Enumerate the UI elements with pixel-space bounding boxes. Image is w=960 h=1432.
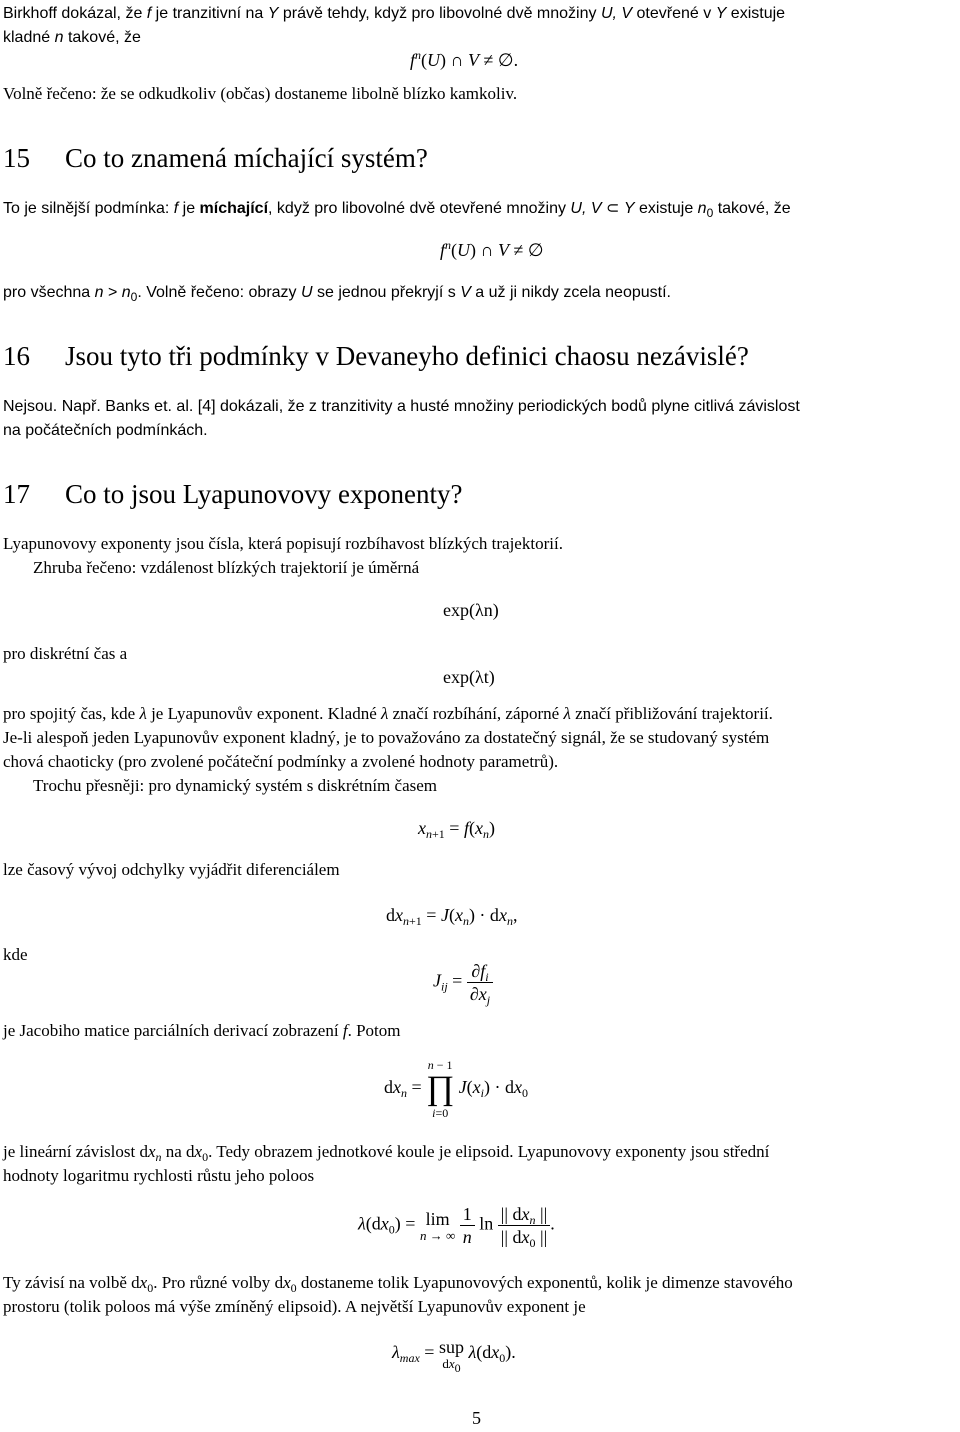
differential-intro-text: lze časový vývoj odchylky vyjádřit diferenciálem — [3, 860, 340, 879]
dependence-text-2: prostoru (tolik poloos má výše zmíněný elipsoid). A největší Lyapunovův exponent je — [3, 1297, 586, 1316]
section-15-number: 15 — [3, 143, 30, 173]
equation-differential: $dx_{n+1} = J(x_n) \cdot dx_n$, — [386, 905, 518, 928]
section-17-title: Co to jsou Lyapunovovy exponenty? — [65, 479, 463, 509]
section-15-para-2: pro všechna $n > n_0$. Volně řečeno: obrazy U se jednou překryjí s V a už ji nikdy zcela neopustí. — [3, 284, 671, 304]
section-16-para-1: Nejsou. Např. Banks et. al. [4] dokázali, že z tranzitivity a husté množiny periodických bodů plyne citlivá závislost — [3, 398, 800, 415]
linear-dependence-text: je lineární závislost $dx_n$ na $dx_0$. Tedy obrazem jednotkové koule je elipsoid. Lyapunovovy exponenty jsou střední — [3, 1142, 770, 1164]
section-15-heading — [3, 142, 428, 174]
section-17-heading — [3, 478, 462, 510]
intro-equation: $f^n(U)$ ∩ V ≠ ∅. — [410, 48, 519, 70]
section-15-title: Co to znamená míchající systém? — [65, 143, 428, 173]
equation-jacobian: $J_{ij}$ = $\frac{\partial f_i}{\partial x_j}$ — [433, 960, 493, 1005]
jacobian-text: je Jacobiho matice parciálních derivací zobrazení f. Potom — [3, 1021, 401, 1040]
section-17-para-3: Je-li alespoň jeden Lyapunovův exponent kladný, je to považováno za dostatečný signál, že se studovaný systém — [3, 728, 770, 747]
section-17-para-5: Trochu přesněji: pro dynamický systém s diskrétním časem — [33, 776, 438, 795]
section-17-number: 17 — [3, 479, 30, 509]
linear-dependence-text-2: hodnoty logaritmu rychlosti růstu jeho poloos — [3, 1166, 315, 1185]
discrete-time-text: pro diskrétní čas a — [3, 644, 128, 663]
intro-line-2: kladné n takové, že — [3, 29, 141, 46]
section-15-equation: $f^n(U)$ ∩ V ≠ ∅ — [440, 238, 544, 260]
section-16-para-2: na počátečních podmínkách. — [3, 422, 208, 439]
equation-lyapunov-limit: $\lambda(dx_0)$ = lim n → ∞ $\frac{1}{n}$ ln $\frac{|| dx_n ||}{|| dx_0 ||}$ . — [358, 1204, 555, 1250]
equation-exp-lambda-t: exp(λt) — [443, 667, 495, 687]
kde-text: kde — [3, 945, 28, 964]
equation-map: $x_{n+1} = f(x_n)$ — [418, 818, 495, 841]
section-17-para-1: Lyapunovovy exponenty jsou čísla, která popisují rozbíhavost blízkých trajektorií. — [3, 534, 563, 553]
intro-line-1: Birkhoff dokázal, že f je tranzitivní na Y právě tehdy, když pro libovolné dvě množiny U, V otevřené v Y existuje — [3, 5, 786, 22]
section-16-heading — [3, 340, 749, 372]
equation-exp-lambda-n: exp(λn) — [443, 600, 499, 620]
section-15-para-1: To je silnější podmínka: f je míchající, když pro libovolné dvě otevřené množiny U, V ⊂ Y existuje $n_0$ takové, že — [3, 200, 791, 220]
page-number: 5 — [472, 1408, 481, 1428]
dependence-text: Ty závisí na volbě $dx_0$. Pro různé volby $dx_0$ dostaneme tolik Lyapunovových exponentů, kolik je dimenze stavového — [3, 1273, 793, 1295]
section-17-para-4: chová chaoticky (pro zvolené počáteční podmínky a zvolené hodnoty parametrů). — [3, 752, 559, 771]
continuous-time-text: pro spojitý čas, kde λ je Lyapunovův exponent. Kladné λ značí rozbíhání, záporné λ značí přibližování trajektorií. — [3, 704, 773, 723]
equation-product: $dx_n$ = n − 1 ∏ i=0 $J(x_i) \cdot dx_0$ — [384, 1058, 528, 1120]
intro-line-3: Volně řečeno: že se odkudkoliv (občas) dostaneme libolně blízko kamkoliv. — [3, 84, 518, 103]
equation-lambda-max: $\lambda_{max}$ = sup $dx_0$ $\lambda(dx_0)$. — [392, 1337, 516, 1375]
section-16-number: 16 — [3, 341, 30, 371]
section-17-para-2: Zhruba řečeno: vzdálenost blízkých trajektorií je úměrná — [33, 558, 420, 577]
section-16-title: Jsou tyto tři podmínky v Devaneyho definici chaosu nezávislé? — [65, 341, 749, 371]
